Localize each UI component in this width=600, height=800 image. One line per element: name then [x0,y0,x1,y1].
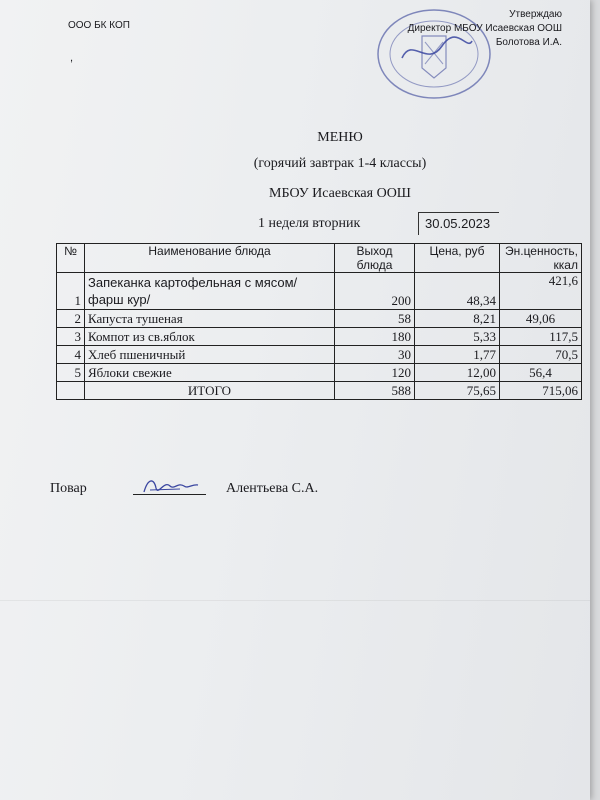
paper-crease [0,600,590,601]
dish-name: Яблоки свежие [85,364,335,382]
row-number: 1 [57,273,85,310]
row-number: 2 [57,310,85,328]
dish-name: Хлеб пшеничный [85,346,335,364]
approval-role: Директор МБОУ Исаевская ООШ [407,23,562,34]
row-number: 5 [57,364,85,382]
total-empty-cell [57,382,85,400]
dish-energy: 56,4 [500,364,582,382]
dish-name: Капуста тушеная [85,310,335,328]
header-number: № [57,244,85,273]
table-row [57,328,582,346]
dish-energy: 49,06 [500,310,582,328]
dish-price: 5,33 [415,328,500,346]
total-row [57,382,582,400]
row-number: 3 [57,328,85,346]
school-name: МБОУ Исаевская ООШ [269,186,411,201]
approval-block [408,8,562,50]
total-portion: 588 [335,382,415,400]
dish-price: 48,34 [415,273,500,310]
organization-name: ООО БК КОП [68,20,130,31]
table-header-row [57,244,582,273]
week-day-label: 1 неделя вторник [258,216,361,231]
dish-portion: 120 [335,364,415,382]
approval-title: Утверждаю [509,9,562,20]
dish-price: 12,00 [415,364,500,382]
dish-energy: 117,5 [500,328,582,346]
header-energy: Эн.ценность, ккал [500,244,582,273]
header-price: Цена, руб [415,244,500,273]
dish-portion: 58 [335,310,415,328]
menu-table [56,243,582,400]
dish-name: Компот из св.яблок [85,328,335,346]
dish-price: 8,21 [415,310,500,328]
dish-portion: 30 [335,346,415,364]
header-portion: Выход блюда [335,244,415,273]
table-row [57,364,582,382]
meal-subtitle: (горячий завтрак 1-4 классы) [253,156,427,171]
dish-energy: 421,6 [500,273,582,310]
dish-price: 1,77 [415,346,500,364]
table-row [57,310,582,328]
cook-name: Алентьева С.А. [226,481,319,496]
date-field: 30.05.2023 [418,212,499,235]
dish-portion: 180 [335,328,415,346]
handwritten-signature [140,472,202,498]
approval-name: Болотова И.А. [495,37,562,48]
total-price: 75,65 [415,382,500,400]
dish-name: Запеканка картофельная с мясом/фарш кур/ [85,273,335,310]
cook-role-label: Повар [50,481,87,496]
header-dish-name: Наименование блюда [85,244,335,273]
menu-title: МЕНЮ [317,130,363,145]
stray-comma: , [70,52,74,64]
table-row [57,273,582,310]
row-number: 4 [57,346,85,364]
table-row [57,346,582,364]
dish-portion: 200 [335,273,415,310]
dish-energy: 70,5 [500,346,582,364]
total-energy: 715,06 [500,382,582,400]
total-label: ИТОГО [85,382,335,400]
